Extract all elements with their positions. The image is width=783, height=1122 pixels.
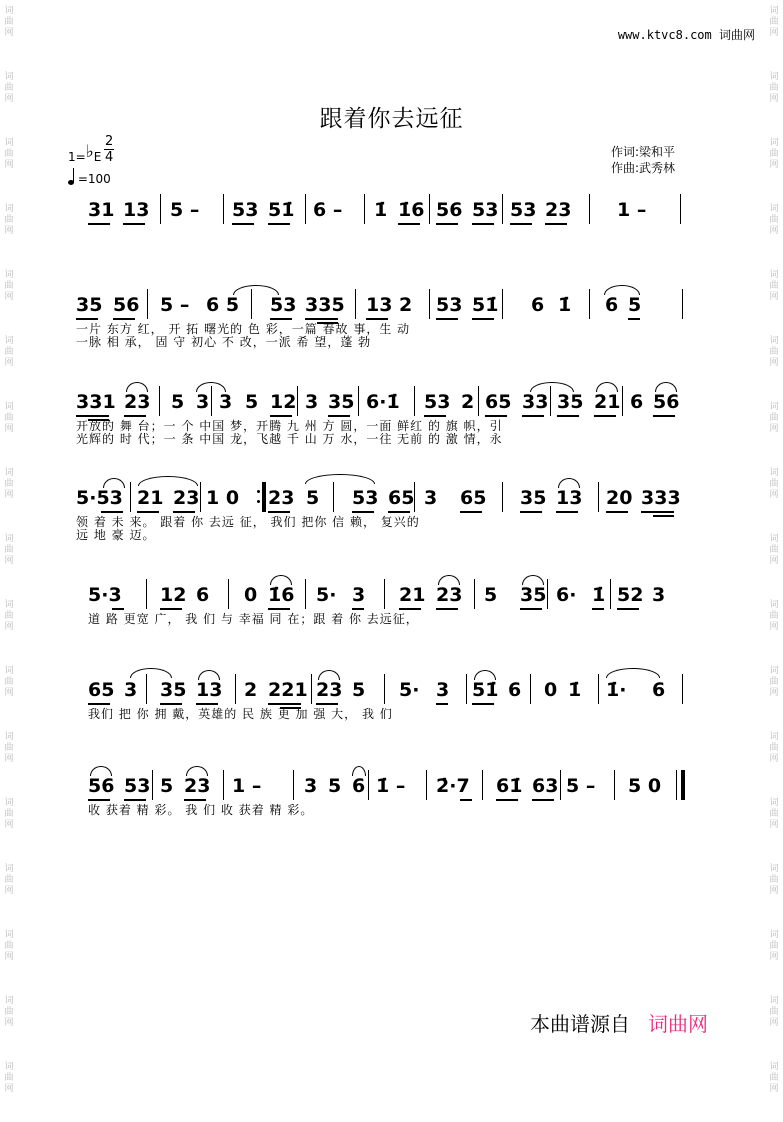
- watermark-block: 词 曲 网: [4, 996, 14, 1028]
- note-group: 1̇: [374, 199, 388, 221]
- note-group: 3: [124, 679, 138, 701]
- note-group: 6: [508, 679, 522, 701]
- note-group: 56: [436, 199, 463, 221]
- site-header: [618, 26, 755, 43]
- note-group: 2̇·7: [436, 775, 470, 797]
- watermark-block: 词 曲 网: [769, 468, 779, 500]
- watermark-block: 词 曲 网: [4, 72, 14, 104]
- lyric-line-1: 收 获着 精 彩。 我 们 收 获着 精 彩。: [88, 803, 314, 817]
- note-group: 221: [268, 679, 308, 701]
- note-group: 1̇6: [398, 199, 425, 221]
- note-group: 3: [424, 487, 438, 509]
- note-group: 5: [628, 294, 642, 316]
- lyric-line-1: 我们 把 你 拥 戴，英雄的 民 族 更 加 强 大， 我 们: [88, 707, 393, 721]
- note-group: 35: [520, 487, 547, 509]
- time-denominator: 4: [105, 150, 114, 165]
- watermark-block: 词 曲 网: [769, 798, 779, 830]
- watermark-block: 词 曲 网: [4, 468, 14, 500]
- quarter-note-icon: [68, 180, 74, 185]
- note-group: 6·: [556, 584, 577, 606]
- note-group: 1̇: [568, 679, 582, 701]
- note-group: 6 –: [313, 199, 343, 221]
- note-group: 51̇: [268, 199, 295, 221]
- watermark-block: 词 曲 网: [769, 204, 779, 236]
- note-group: 35: [557, 391, 584, 413]
- note-group: 5·: [316, 584, 337, 606]
- watermark-block: 词 曲 网: [769, 138, 779, 170]
- site-url[interactable]: www.ktvc8.com: [617, 28, 712, 42]
- score-row-5: [0, 583, 783, 663]
- note-group: 51̇: [472, 294, 499, 316]
- note-group: 52: [617, 584, 644, 606]
- note-group: 0: [244, 584, 258, 606]
- note-group: 331: [76, 391, 116, 413]
- watermark-block: 词 曲 网: [4, 138, 14, 170]
- note-group: 2: [244, 679, 258, 701]
- watermark-block: 词 曲 网: [769, 930, 779, 962]
- note-group: 33: [522, 391, 549, 413]
- note-group: 3: [352, 584, 366, 606]
- note-group: 23: [184, 775, 211, 797]
- score-row-6: [0, 678, 783, 758]
- note-group: 5·53: [76, 487, 123, 509]
- lyric-line-1: 道 路 更宽 广， 我 们 与 幸福 同 在；跟 着 你 去远征，: [88, 612, 419, 626]
- watermark-block: 词 曲 网: [769, 270, 779, 302]
- source-footer: [530, 1008, 708, 1037]
- flat-icon: ♭: [85, 142, 94, 162]
- note-group: 5: [171, 391, 185, 413]
- note-group: 5 –: [566, 775, 596, 797]
- note-group: 1̇ –: [376, 775, 406, 797]
- note-group: 21: [399, 584, 426, 606]
- note-group: 1̇·: [606, 679, 627, 701]
- note-group: 1̇: [592, 584, 606, 606]
- watermark-block: 词 曲 网: [4, 270, 14, 302]
- note-group: 1 –: [617, 199, 647, 221]
- watermark-block: 词 曲 网: [4, 402, 14, 434]
- key-tonic: E: [93, 150, 102, 164]
- note-group: 61̇: [496, 775, 523, 797]
- note-group: 53: [436, 294, 463, 316]
- tempo-value: =100: [77, 172, 111, 186]
- key-prefix: 1=: [68, 150, 86, 164]
- note-group: 20: [606, 487, 633, 509]
- note-group: 13: [196, 679, 223, 701]
- note-group: 3: [196, 391, 210, 413]
- watermark-block: 词 曲 网: [769, 72, 779, 104]
- note-group: 23: [124, 391, 151, 413]
- watermark-block: 词 曲 网: [769, 6, 779, 38]
- watermark-block: 词 曲 网: [769, 996, 779, 1028]
- note-group: 333: [641, 487, 681, 509]
- note-group: 53: [270, 294, 297, 316]
- note-group: 3: [436, 679, 450, 701]
- note-group: 12: [270, 391, 297, 413]
- note-group: 23: [316, 679, 343, 701]
- watermark-block: 词 曲 网: [769, 600, 779, 632]
- watermark-block: 词 曲 网: [4, 534, 14, 566]
- key-signature: [68, 142, 102, 166]
- note-group: 12: [160, 584, 187, 606]
- watermark-block: 词 曲 网: [769, 402, 779, 434]
- score-row-1: [0, 198, 783, 278]
- note-group: 53: [472, 199, 499, 221]
- note-group: 6·1̇: [366, 391, 400, 413]
- note-group: 6: [352, 775, 366, 797]
- note-group: 5·3: [88, 584, 122, 606]
- note-group: 5 –: [170, 199, 200, 221]
- credits: [611, 144, 675, 176]
- watermark-block: 词 曲 网: [4, 864, 14, 896]
- lyric-line-1: 开放的 舞 台；一 个 中国 梦，开腾 九 州 方 圆，一面 鲜红 的 旗 帜，引: [76, 419, 503, 433]
- note-group: 23: [173, 487, 200, 509]
- note-group: 65: [485, 391, 512, 413]
- note-group: 56: [88, 775, 115, 797]
- note-group: 6: [531, 294, 545, 316]
- note-group: 53: [124, 775, 151, 797]
- watermark-block: 词 曲 网: [4, 600, 14, 632]
- note-group: 35: [328, 391, 355, 413]
- watermark-block: 词 曲 网: [769, 864, 779, 896]
- tempo-marking: [68, 172, 111, 186]
- watermark-block: 词 曲 网: [769, 732, 779, 764]
- watermark-block: 词 曲 网: [4, 204, 14, 236]
- note-group: 3: [304, 775, 318, 797]
- note-group: 53: [232, 199, 259, 221]
- watermark-block: 词 曲 网: [4, 336, 14, 368]
- note-group: 53: [352, 487, 379, 509]
- watermark-block: 词 曲 网: [4, 930, 14, 962]
- note-group: 23: [436, 584, 463, 606]
- footer-source-text: 本曲谱源自: [530, 1012, 630, 1036]
- note-group: 1 0: [206, 487, 240, 509]
- note-group: 6: [652, 679, 666, 701]
- note-group: 6: [630, 391, 644, 413]
- composer: 作曲:武秀林: [611, 161, 676, 175]
- note-group: 51̇: [472, 679, 499, 701]
- footer-brand-link[interactable]: 词曲网: [648, 1012, 708, 1036]
- note-group: 35: [160, 679, 187, 701]
- song-title: 跟着你去远征: [319, 106, 464, 132]
- note-group: 6: [605, 294, 619, 316]
- note-group: 6: [196, 584, 210, 606]
- note-group: 21: [594, 391, 621, 413]
- note-group: 5 –: [160, 294, 190, 316]
- note-group: 5: [160, 775, 174, 797]
- score-row-7: [0, 774, 783, 854]
- score-row-4: [0, 486, 783, 566]
- note-group: 65: [388, 487, 415, 509]
- lyric-line-1: 领 着 未 来。 跟着 你 去远 征， 我们 把你 信 赖， 复兴的: [76, 515, 420, 529]
- score-row-2: [0, 293, 783, 373]
- note-group: 6 5: [206, 294, 240, 316]
- note-group: 2: [399, 294, 413, 316]
- note-group: 3: [652, 584, 666, 606]
- note-group: 63: [532, 775, 559, 797]
- watermark-block: 词 曲 网: [4, 1062, 14, 1094]
- watermark-block: 词 曲 网: [4, 666, 14, 698]
- note-group: 1 –: [232, 775, 262, 797]
- note-group: 13: [366, 294, 393, 316]
- note-group: 1̇6: [268, 584, 295, 606]
- time-signature: [104, 134, 114, 165]
- note-group: 5·: [399, 679, 420, 701]
- watermark-block: 词 曲 网: [769, 1062, 779, 1094]
- note-group: 13: [123, 199, 150, 221]
- note-group: 35: [520, 584, 547, 606]
- note-group: 5 0: [628, 775, 662, 797]
- note-group: 21: [137, 487, 164, 509]
- watermark-block: 词 曲 网: [4, 6, 14, 38]
- note-group: 31: [88, 199, 115, 221]
- note-group: 65: [460, 487, 487, 509]
- watermark-block: 词 曲 网: [769, 336, 779, 368]
- note-group: 23: [545, 199, 572, 221]
- note-group: 65: [88, 679, 115, 701]
- note-group: 3: [305, 391, 319, 413]
- note-group: 2: [461, 391, 475, 413]
- lyric-line-2: 光辉的 时 代；一 条 中国 龙，飞越 千 山 万 水，一往 无前 的 激 情，永: [76, 432, 503, 446]
- watermark-block: 词 曲 网: [4, 798, 14, 830]
- note-group: 5: [306, 487, 320, 509]
- note-group: 5: [245, 391, 259, 413]
- watermark-block: 词 曲 网: [769, 534, 779, 566]
- lyric-line-1: 一片 东方 红， 开 拓 曙光的 色 彩，一篇 春故 事，生 动: [76, 322, 411, 336]
- time-numerator: 2: [105, 134, 114, 149]
- note-group: 5: [484, 584, 498, 606]
- lyric-line-2: 远 地 豪 迈。: [76, 528, 156, 542]
- note-group: 53: [510, 199, 537, 221]
- note-group: 13: [556, 487, 583, 509]
- site-name[interactable]: 词曲网: [718, 28, 755, 42]
- note-group: 23: [268, 487, 295, 509]
- note-group: 1̇: [558, 294, 572, 316]
- note-group: 53: [424, 391, 451, 413]
- note-group: 5: [328, 775, 342, 797]
- note-group: 335: [305, 294, 345, 316]
- note-group: 5: [352, 679, 366, 701]
- watermark-block: 词 曲 网: [4, 732, 14, 764]
- note-group: 0: [544, 679, 558, 701]
- note-group: 35: [76, 294, 103, 316]
- note-group: 3: [219, 391, 233, 413]
- lyricist: 作词:梁和平: [611, 145, 676, 159]
- lyric-line-2: 一脉 相 承， 固 守 初心 不 改，一派 希 望，蓬 勃: [76, 335, 372, 349]
- note-group: 56: [653, 391, 680, 413]
- score-row-3: [0, 390, 783, 470]
- watermark-block: 词 曲 网: [769, 666, 779, 698]
- note-group: 56: [113, 294, 140, 316]
